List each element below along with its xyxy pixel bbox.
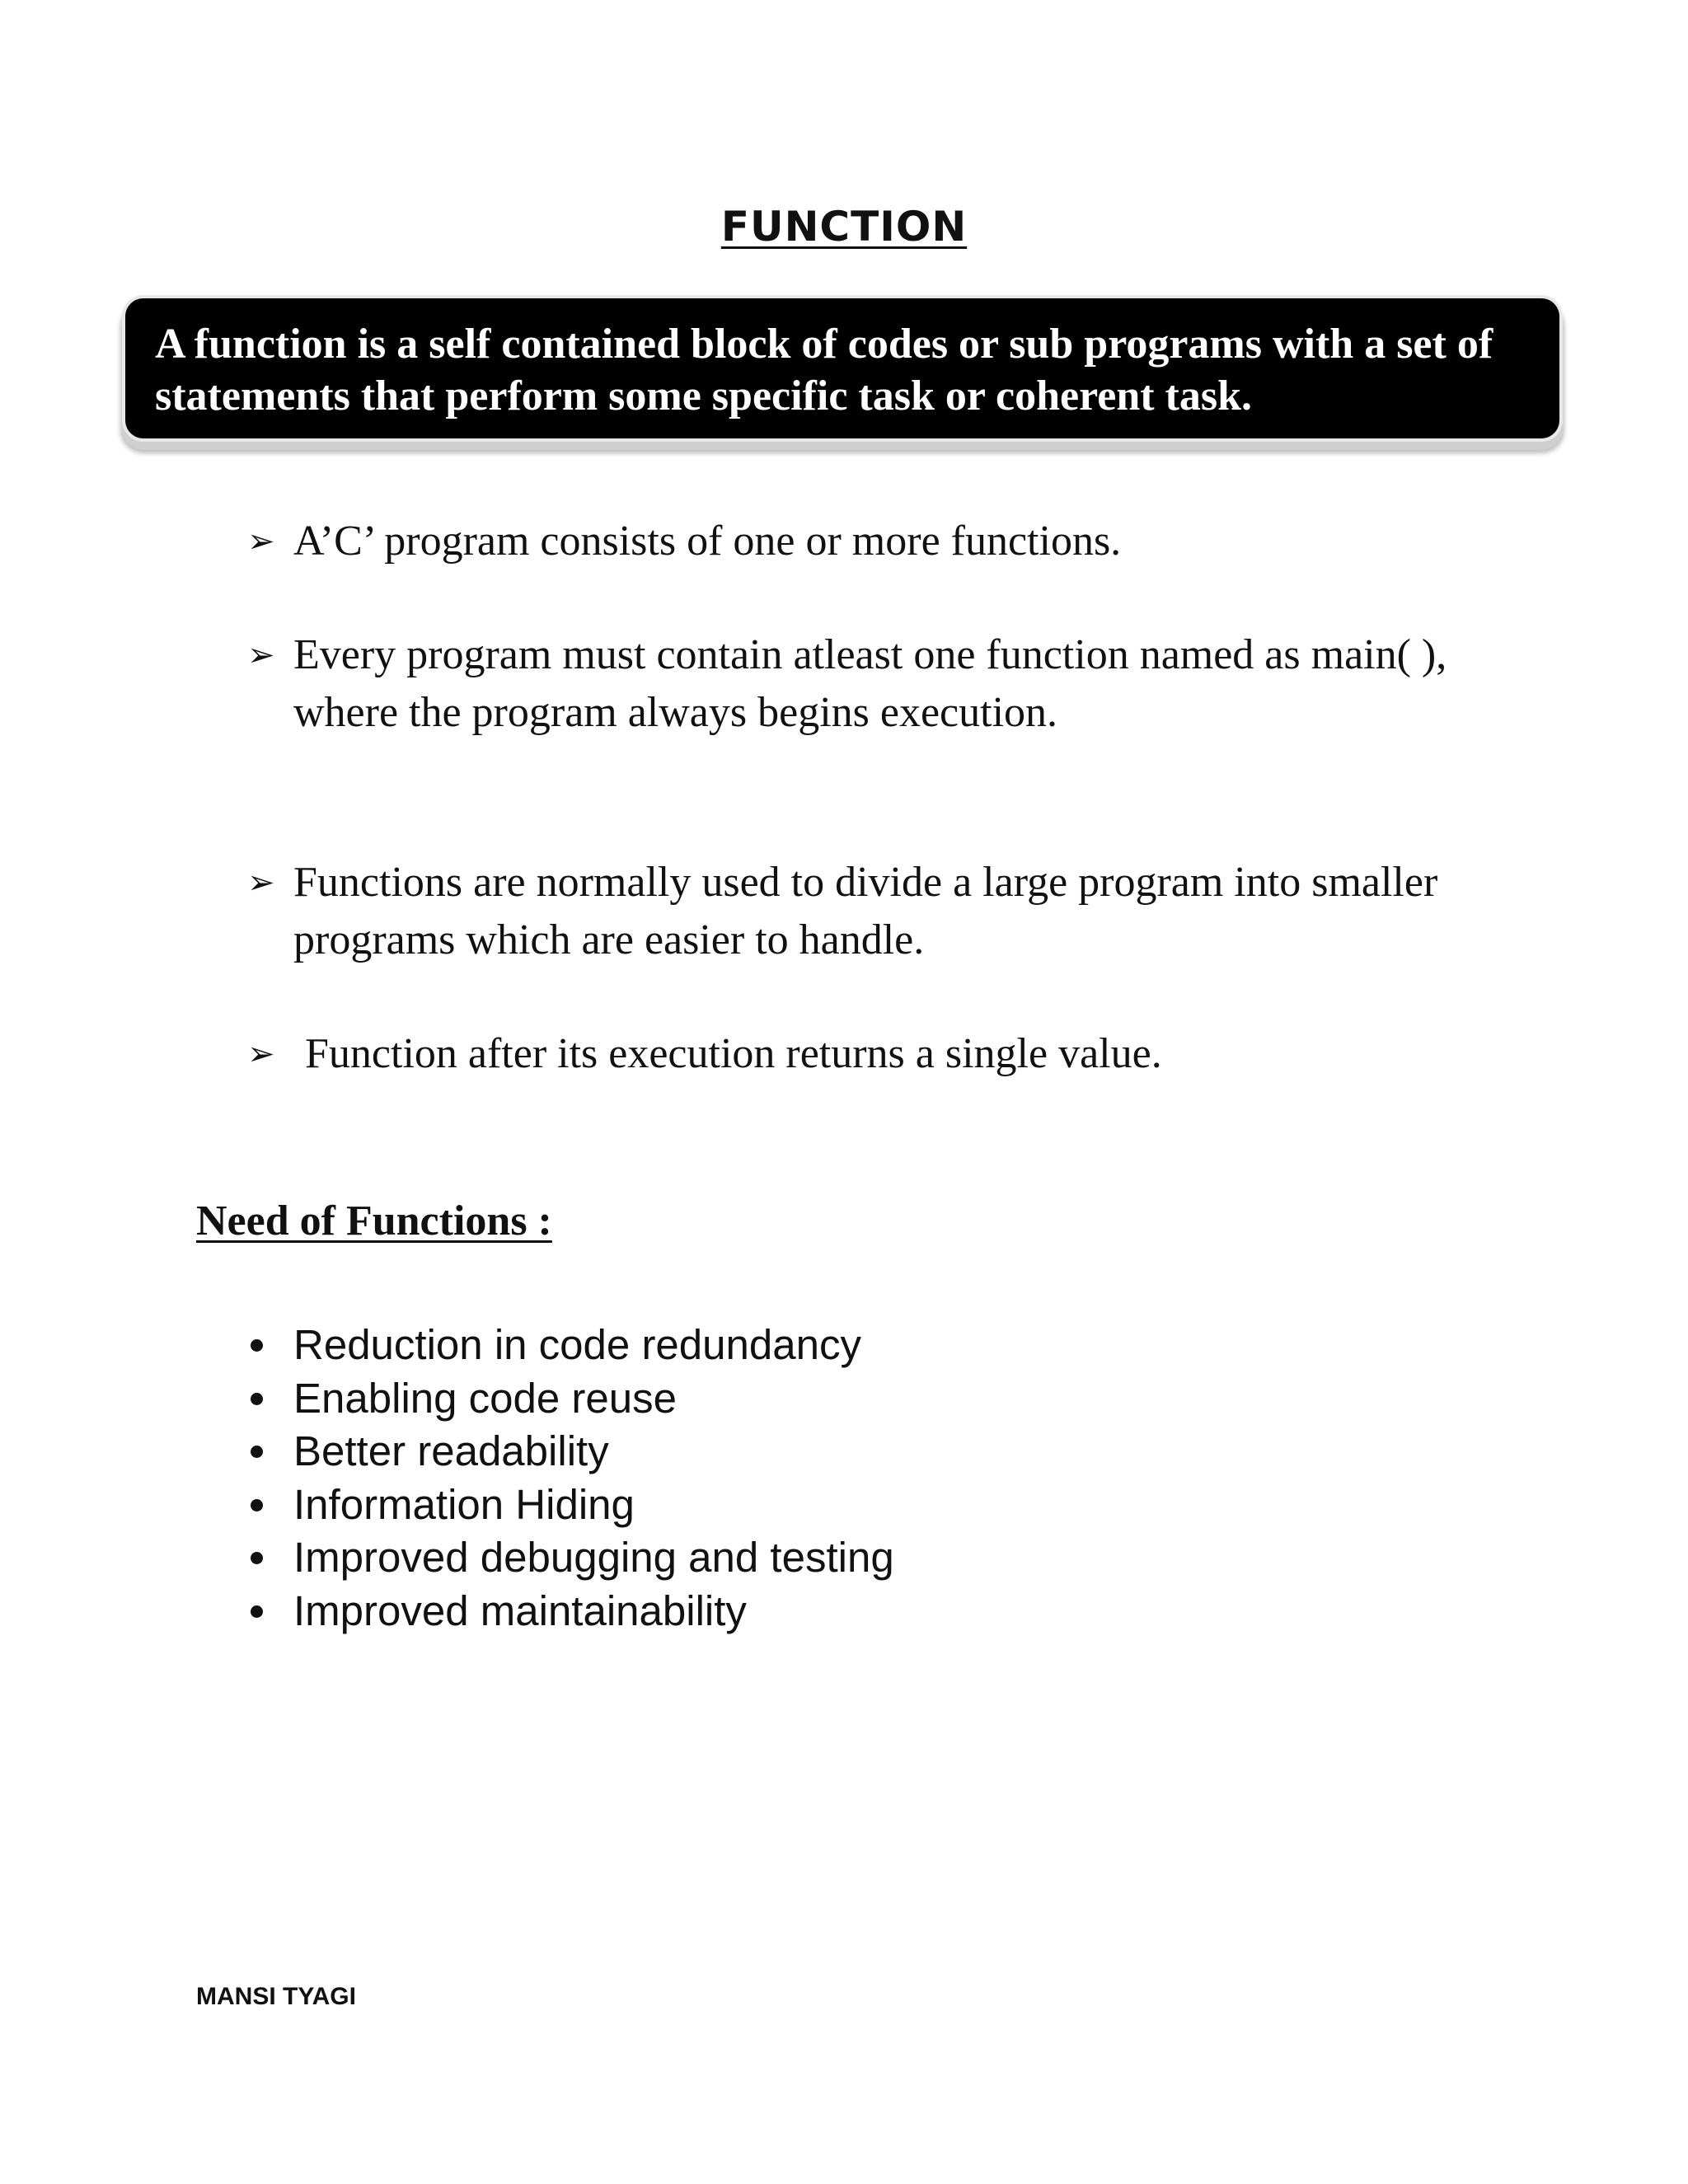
key-point-line: Functions are normally used to divide a large program into smaller: [293, 859, 1438, 906]
arrowhead-bullet-icon: ➢: [247, 1035, 275, 1073]
section-heading: Need of Functions :: [196, 1197, 552, 1244]
need-item: [247, 1479, 894, 1532]
need-item: [247, 1425, 894, 1479]
need-label: Enabling code reuse: [293, 1374, 678, 1422]
round-bullet-icon: [251, 1499, 263, 1511]
definition-line: A function is a self contained block of codes or sub programs with a set of: [155, 321, 1493, 368]
key-point-line: Function after its execution returns a single value.: [305, 1030, 1162, 1077]
key-point-line: Every program must contain atleast one function named as main( ),: [293, 631, 1447, 678]
arrowhead-bullet-icon: ➢: [247, 636, 275, 674]
footer-author: MANSI TYAGI: [196, 1983, 356, 2010]
need-item: [247, 1585, 894, 1638]
need-label: Better readability: [293, 1427, 609, 1475]
need-label: Improved debugging and testing: [293, 1534, 894, 1582]
need-label: Reduction in code redundancy: [293, 1321, 861, 1368]
key-point-item: [247, 854, 1500, 969]
needs-list: [247, 1319, 894, 1638]
key-point-item: [247, 513, 1500, 570]
need-label: Information Hiding: [293, 1480, 635, 1528]
key-point-line: A’C’ program consists of one or more functions.: [293, 518, 1122, 565]
key-point-line: where the program always begins execution.: [293, 689, 1058, 736]
round-bullet-icon: [251, 1446, 263, 1458]
need-item: [247, 1319, 894, 1372]
arrowhead-bullet-icon: ➢: [247, 864, 275, 902]
key-points-list: [247, 513, 1500, 1083]
round-bullet-icon: [251, 1339, 263, 1352]
definition-line: statements that perform some specific task or coherent task.: [155, 373, 1253, 419]
key-point-line: programs which are easier to handle.: [293, 916, 925, 963]
need-item: [247, 1372, 894, 1426]
key-point-item: [247, 626, 1500, 742]
need-item: [247, 1531, 894, 1585]
round-bullet-icon: [251, 1393, 263, 1405]
round-bullet-icon: [251, 1552, 263, 1564]
definition-box: [125, 298, 1559, 438]
need-label: Improved maintainability: [293, 1586, 747, 1634]
round-bullet-icon: [251, 1605, 263, 1618]
page-title: FUNCTION: [720, 203, 968, 251]
arrowhead-bullet-icon: ➢: [247, 523, 275, 560]
key-point-item: [247, 1025, 1500, 1083]
